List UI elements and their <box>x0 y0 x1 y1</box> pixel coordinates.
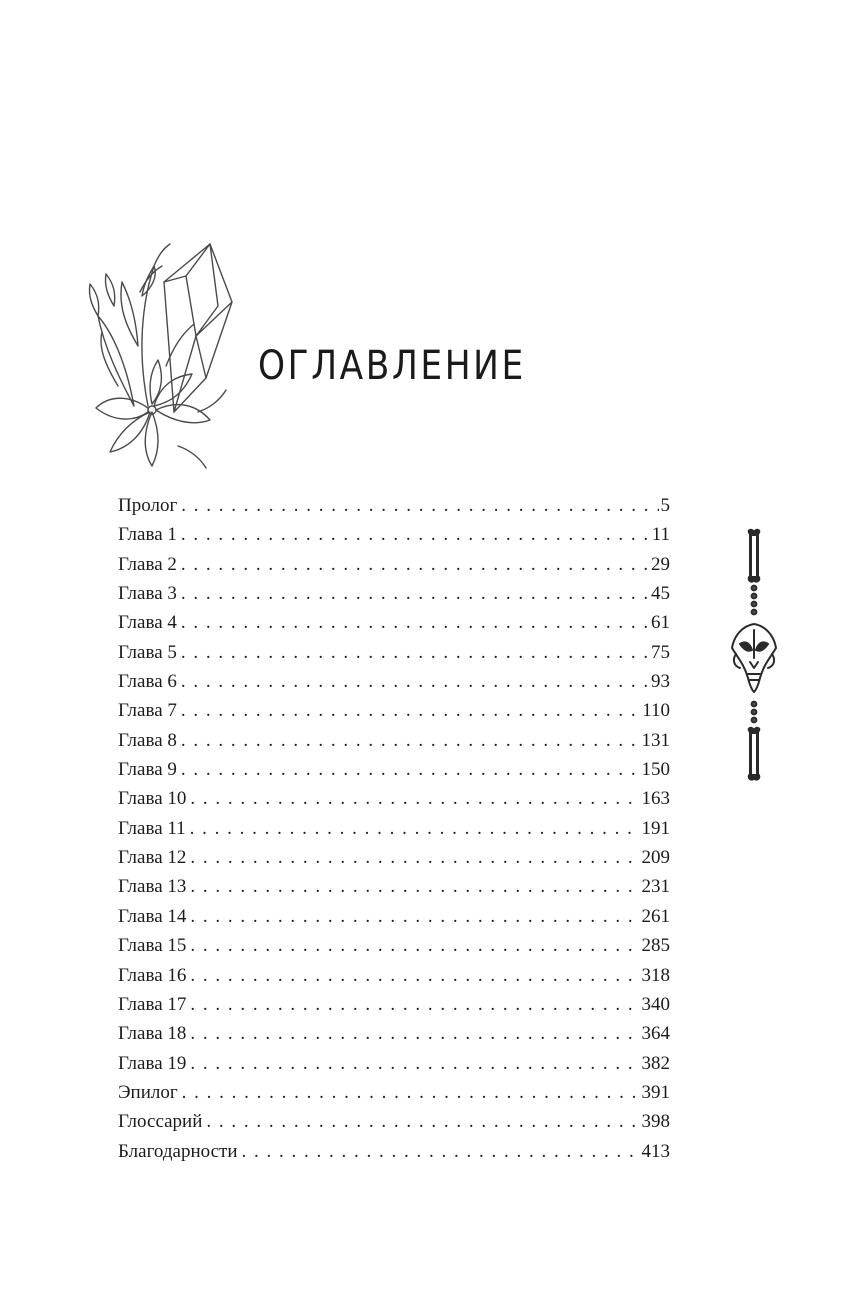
toc-entry-label: Эпилог <box>118 1081 178 1103</box>
toc-entry-label: Глоссарий <box>118 1111 203 1133</box>
toc-entry[interactable] <box>118 491 670 520</box>
toc-entry[interactable] <box>118 1019 670 1048</box>
toc-entry-label: Глава 18 <box>118 1023 187 1045</box>
toc-entry-label: Глава 10 <box>118 788 187 810</box>
toc-entry[interactable] <box>118 872 670 901</box>
dot-leader <box>190 814 640 843</box>
toc-entry[interactable] <box>118 696 670 725</box>
toc-entry[interactable] <box>118 990 670 1019</box>
toc-entry-page: 398 <box>641 1111 670 1133</box>
toc-entry[interactable] <box>118 638 670 667</box>
toc-entry-page: 191 <box>641 817 670 839</box>
toc-entry-label: Глава 12 <box>118 847 187 869</box>
toc-entry-page: 231 <box>641 876 670 898</box>
dot-leader <box>181 491 658 520</box>
dot-leader <box>181 608 649 637</box>
dot-leader <box>242 1137 640 1166</box>
toc-entry[interactable] <box>118 520 670 549</box>
toc-entry-page: 61 <box>651 612 670 634</box>
toc-entry[interactable] <box>118 726 670 755</box>
toc-entry[interactable] <box>118 902 670 931</box>
toc-entry-page: 5 <box>660 495 670 516</box>
dot-leader <box>181 755 640 784</box>
toc-entry[interactable] <box>118 784 670 813</box>
toc-entry-label: Глава 7 <box>118 700 177 722</box>
dot-leader <box>190 931 639 960</box>
toc-entry-label: Глава 14 <box>118 905 187 927</box>
dot-leader <box>190 843 639 872</box>
toc-entry[interactable] <box>118 1137 670 1166</box>
toc-entry-label: Глава 17 <box>118 993 187 1015</box>
bones-skull-icon <box>728 528 784 784</box>
toc-entry-page: 340 <box>641 993 670 1015</box>
toc-entry-label: Глава 16 <box>118 964 187 986</box>
toc-entry[interactable] <box>118 550 670 579</box>
toc-entry-page: 209 <box>641 847 670 869</box>
toc-entry-page: 131 <box>641 729 670 751</box>
toc-entry-page: 29 <box>651 553 670 575</box>
dot-leader <box>182 1078 640 1107</box>
toc-entry[interactable] <box>118 814 670 843</box>
toc-entry[interactable] <box>118 961 670 990</box>
toc-entry-page: 285 <box>641 935 670 957</box>
toc-entry-label: Глава 11 <box>118 817 186 839</box>
toc-entry-label: Глава 4 <box>118 612 177 634</box>
dot-leader <box>190 784 639 813</box>
toc-entry-label: Глава 19 <box>118 1052 187 1074</box>
dot-leader <box>190 990 639 1019</box>
toc-entry-label: Глава 9 <box>118 759 177 781</box>
table-of-contents <box>118 491 670 1166</box>
toc-entry-label: Глава 1 <box>118 524 177 546</box>
toc-entry-page: 110 <box>642 700 670 722</box>
dot-leader <box>181 726 640 755</box>
toc-entry[interactable] <box>118 755 670 784</box>
toc-entry-label: Благодарности <box>118 1140 238 1162</box>
toc-entry-page: 382 <box>641 1052 670 1074</box>
toc-entry-label: Глава 6 <box>118 671 177 693</box>
toc-entry-page: 75 <box>651 641 670 663</box>
toc-entry-label: Глава 5 <box>118 641 177 663</box>
toc-entry[interactable] <box>118 608 670 637</box>
dot-leader <box>206 1107 639 1136</box>
toc-entry-page: 413 <box>641 1140 670 1162</box>
toc-entry-label: Глава 13 <box>118 876 187 898</box>
toc-entry[interactable] <box>118 931 670 960</box>
toc-entry-page: 261 <box>641 905 670 927</box>
dot-leader <box>190 872 639 901</box>
toc-entry-page: 318 <box>641 964 670 986</box>
toc-entry-page: 93 <box>651 671 670 693</box>
toc-entry[interactable] <box>118 843 670 872</box>
dot-leader <box>181 579 649 608</box>
dot-leader <box>190 1049 639 1078</box>
toc-entry-page: 150 <box>641 759 670 781</box>
dot-leader <box>181 520 650 549</box>
toc-entry-page: 391 <box>641 1081 670 1103</box>
dot-leader <box>190 961 639 990</box>
dot-leader <box>181 550 649 579</box>
dot-leader <box>190 1019 639 1048</box>
toc-entry-label: Глава 3 <box>118 583 177 605</box>
crystal-flower-icon <box>78 236 236 474</box>
toc-entry[interactable] <box>118 1049 670 1078</box>
dot-leader <box>181 638 649 667</box>
toc-entry-page: 11 <box>651 524 670 546</box>
toc-entry-label: Пролог <box>118 495 178 516</box>
toc-entry[interactable] <box>118 667 670 696</box>
dot-leader <box>181 667 649 696</box>
toc-entry[interactable] <box>118 1107 670 1136</box>
toc-entry-label: Глава 8 <box>118 729 177 751</box>
dot-leader <box>190 902 639 931</box>
toc-entry[interactable] <box>118 1078 670 1107</box>
toc-entry-page: 45 <box>651 583 670 605</box>
page-title: ОГЛАВЛЕНИЕ <box>258 343 526 389</box>
dot-leader <box>181 696 640 725</box>
toc-entry-label: Глава 15 <box>118 935 187 957</box>
toc-entry-label: Глава 2 <box>118 553 177 575</box>
toc-entry-page: 163 <box>641 788 670 810</box>
toc-entry-page: 364 <box>641 1023 670 1045</box>
toc-entry[interactable] <box>118 579 670 608</box>
